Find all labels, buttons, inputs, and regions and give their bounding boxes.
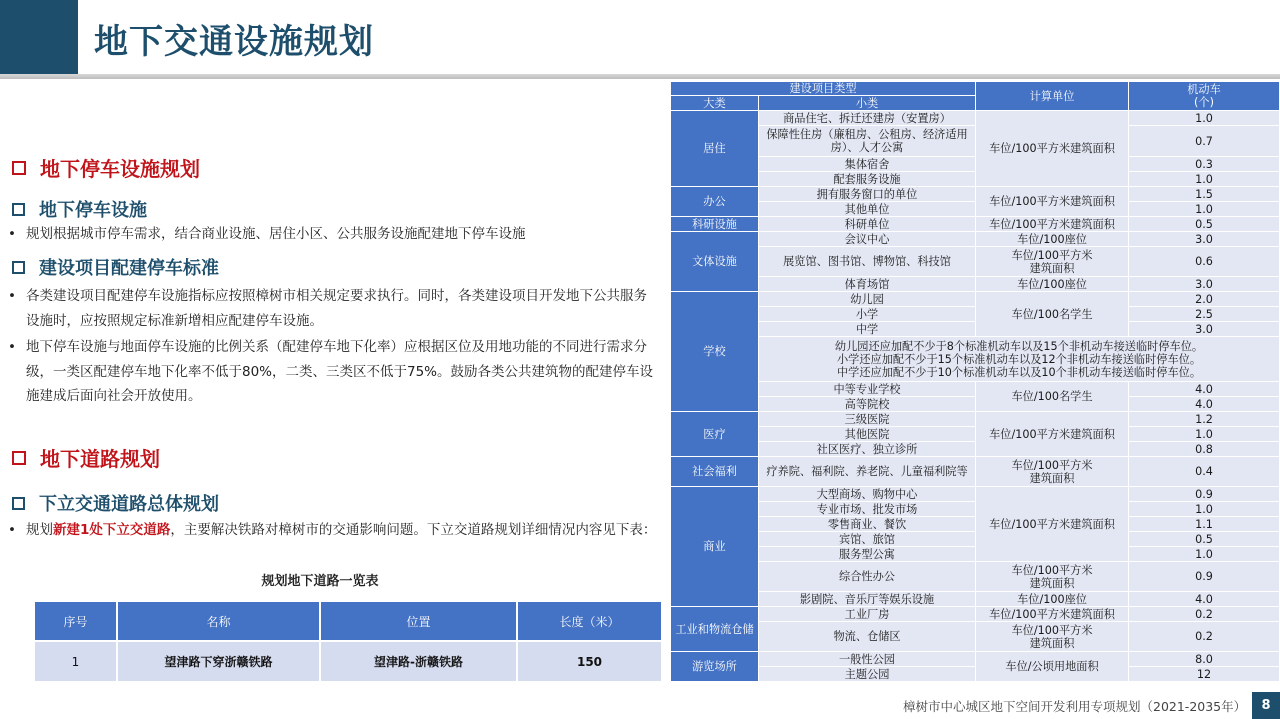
highlight-new-underpass: 新建1处下立交道路 [53,522,171,538]
road-header-name: 名称 [117,601,320,641]
table-row: 体育场馆 车位/100座位 3.0 [671,277,1280,292]
page-title: 地下交通设施规划 [94,22,374,62]
table-row: 零售商业、餐饮 1.1 [671,517,1280,532]
table-row: 其他医院 1.0 [671,427,1280,442]
subsection-title: 建设项目配建停车标准 [39,258,219,279]
bullet-underpass: • 规划新建1处下立交道路，主要解决铁路对樟树市的交通影响问题。下立交道路规划详细情况内容见下表： [8,518,658,543]
table-row: 文体设施 会议中心 车位/100座位 3.0 [671,232,1280,247]
table-row: 主题公园 12 [671,667,1280,682]
table-row: 办公 拥有服务窗口的单位 车位/100平方米建筑面积 1.5 [671,187,1280,202]
road-header-location: 位置 [320,601,517,641]
header-vehicle: 机动车 (个) [1129,82,1280,111]
square-bullet-icon [12,161,26,175]
road-table-title: 规划地下道路一览表 [261,574,379,589]
table-row: 集体宿舍 0.3 [671,157,1280,172]
table-row: 专业市场、批发市场 1.0 [671,502,1280,517]
subsection-parking-standard [12,254,219,280]
table-row: 社区医疗、独立诊所 0.8 [671,442,1280,457]
header-accent-block [0,0,78,74]
table-row: 其他单位 1.0 [671,202,1280,217]
square-bullet-icon [12,261,25,274]
bullet-parking-facility: • 规划根据城市停车需求，结合商业设施、居住小区、公共服务设施配建地下停车设施 [8,222,658,247]
bullet-dot-icon: • [8,522,16,538]
square-bullet-icon [12,203,25,216]
header-project-type: 建设项目类型 [671,82,976,96]
bullet-parking-standard-1: • 各类建设项目配建停车设施指标应按照樟树市相关规定要求执行。同时，各类建设项目开发地下公共服务设施时，应按照规定标准新增相应配建停车设施。 [8,284,658,333]
section-title: 地下道路规划 [40,447,160,471]
table-row: 宾馆、旅馆 0.5 [671,532,1280,547]
bullet-dot-icon: • [8,226,16,242]
table-row: 医疗 三级医院 车位/100平方米建筑面积 1.2 [671,412,1280,427]
page-number: 8 [1252,692,1280,719]
table-row: 小学 2.5 [671,307,1280,322]
table-row: 科研设施 科研单位 车位/100平方米建筑面积 0.5 [671,217,1280,232]
table-row: 服务型公寓 1.0 [671,547,1280,562]
bullet-dot-icon: • [8,339,16,355]
road-header-index: 序号 [34,601,117,641]
bullet-dot-icon: • [8,288,16,304]
header-major: 大类 [671,96,759,111]
subsection-title: 下立交通道路总体规划 [39,494,219,515]
school-note: 幼儿园还应加配不少于8个标准机动车以及15个非机动车接送临时停车位。 小学还应加配不少于15个标准机动车以及12个非机动车接送临时停车位。 中学还应加配不少于10个标准机动车以及10个非机动车接送临时停车位。 [759,337,1280,382]
table-row: 居住 商品住宅、拆迁还建房（安置房） 车位/100平方米建筑面积 1.0 [671,111,1280,126]
header-divider [0,74,1280,79]
section-title: 地下停车设施规划 [40,157,200,181]
section-parking-plan [12,153,200,182]
bullet-parking-standard-2: • 地下停车设施与地面停车设施的比例关系（配建停车地下化率）应根据区位及用地功能的不同进行需求分级，一类区配建停车地下化率不低于80%，二类、三类区不低于75%。鼓励各类公共建筑物的配建停车设施建成后面向社会开放使用。 [8,335,658,409]
table-row: 游览场所 一般性公园 车位/公顷用地面积 8.0 [671,652,1280,667]
footer-text: 樟树市中心城区地下空间开发利用专项规划（2021-2035年） [903,699,1247,714]
subsection-title: 地下停车设施 [39,200,147,221]
table-row: 学校 幼儿园 车位/100名学生 2.0 [671,292,1280,307]
header-unit: 计算单位 [976,82,1129,111]
square-bullet-icon [12,497,25,510]
table-row: 影剧院、音乐厅等娱乐设施 车位/100座位 4.0 [671,592,1280,607]
table-row: 1 望津路下穿浙赣铁路 望津路-浙赣铁路 150 [34,641,662,682]
header-minor: 小类 [759,96,976,111]
table-row: 展览馆、图书馆、博物馆、科技馆 车位/100平方米 建筑面积 0.6 [671,247,1280,277]
table-row: 保障性住房（廉租房、公租房、经济适用房）、人才公寓 0.7 [671,126,1280,157]
square-bullet-icon [12,451,26,465]
table-row: 中学 3.0 [671,322,1280,337]
table-row: 工业和物流仓储 工业厂房 车位/100平方米建筑面积 0.2 [671,607,1280,622]
table-row [671,337,1280,382]
subsection-parking-facility [12,196,147,222]
table-row: 商业 大型商场、购物中心 车位/100平方米建筑面积 0.9 [671,487,1280,502]
table-row: 配套服务设施 1.0 [671,172,1280,187]
table-row: 高等院校 4.0 [671,397,1280,412]
section-road-plan [12,443,160,472]
road-table [33,600,663,683]
parking-standard-table [670,81,1280,682]
table-row: 综合性办公 车位/100平方米 建筑面积 0.9 [671,562,1280,592]
table-row: 物流、仓储区 车位/100平方米 建筑面积 0.2 [671,622,1280,652]
road-header-length: 长度（米） [517,601,662,641]
table-row: 中等专业学校 车位/100名学生 4.0 [671,382,1280,397]
subsection-underpass-plan [12,490,219,516]
table-row: 社会福利 疗养院、福利院、养老院、儿童福利院等 车位/100平方米 建筑面积 0.4 [671,457,1280,487]
